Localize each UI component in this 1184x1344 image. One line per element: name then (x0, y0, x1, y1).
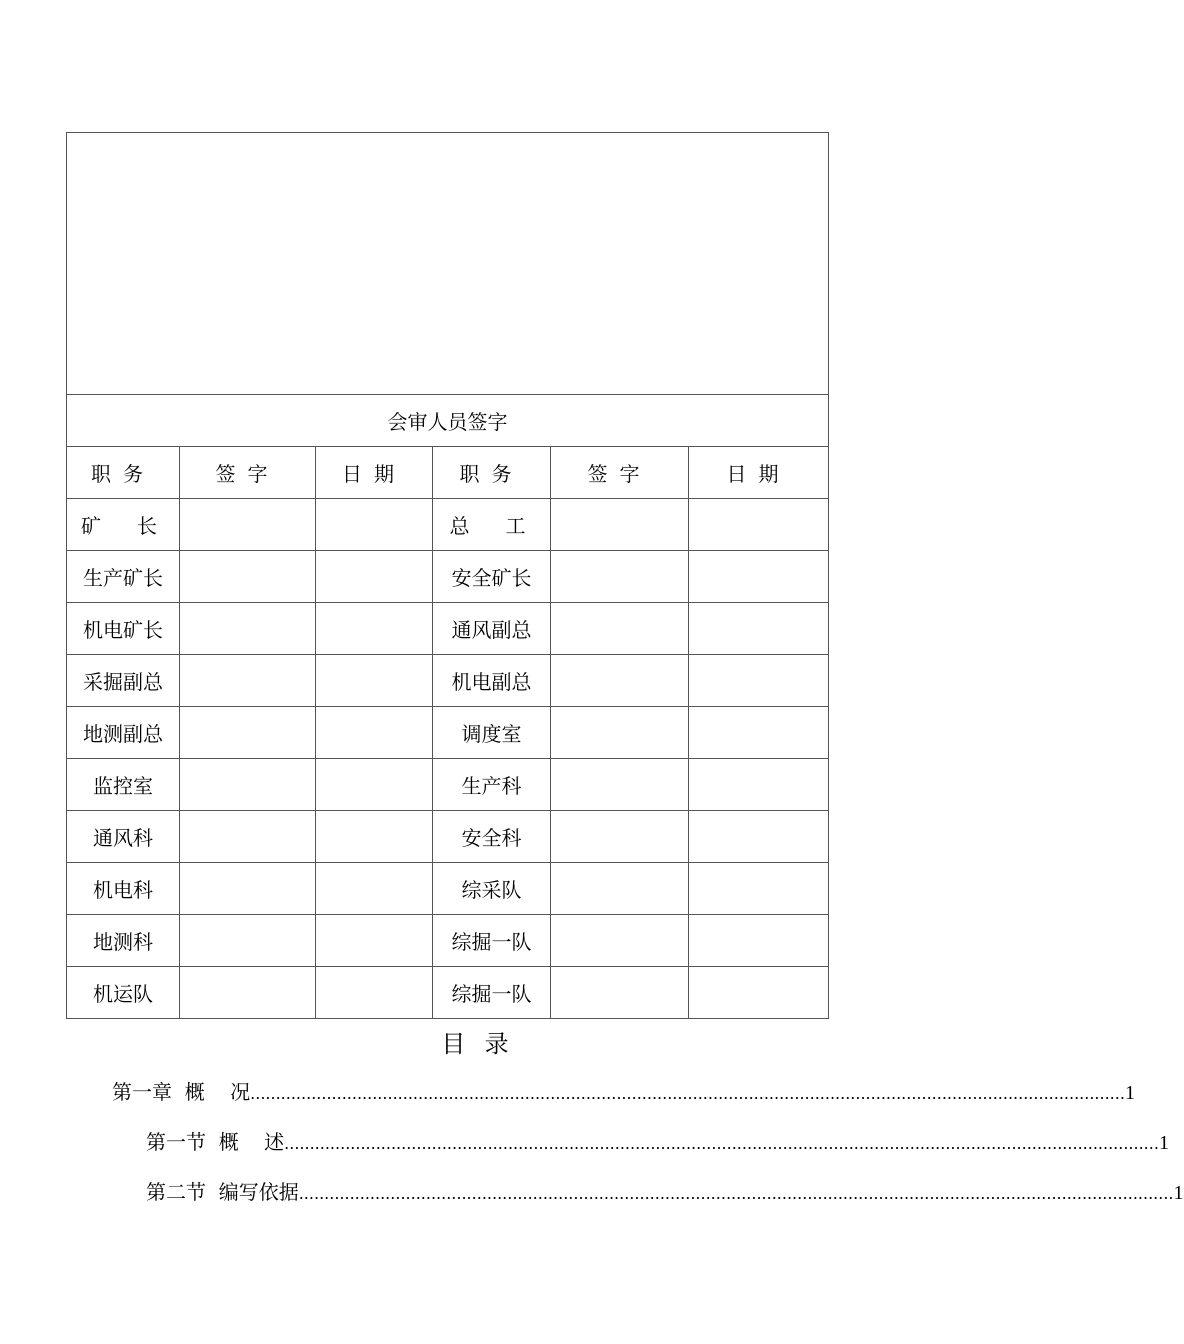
signature-cell (180, 551, 316, 603)
signature-cell (180, 811, 316, 863)
signature-cell (551, 707, 689, 759)
date-cell (316, 759, 433, 811)
date-cell (316, 499, 433, 551)
table-row (67, 655, 829, 707)
table-title: 会审人员签字 (67, 395, 829, 447)
signature-cell (551, 863, 689, 915)
position-cell: 机电副总 (433, 655, 551, 707)
position-cell: 监控室 (67, 759, 180, 811)
approval-signature-table (66, 132, 829, 1019)
position-cell: 机电科 (67, 863, 180, 915)
toc-entry-label: 第一节 概 述 (146, 1130, 285, 1154)
signature-cell (551, 967, 689, 1019)
date-cell (689, 967, 829, 1019)
header-signature: 签字 (551, 447, 689, 499)
toc-page-number: 1 (1158, 1132, 1169, 1154)
toc-entry[interactable] (146, 1176, 1184, 1205)
signature-cell (551, 759, 689, 811)
position-cell: 综掘一队 (433, 967, 551, 1019)
position-cell: 地测科 (67, 915, 180, 967)
position-cell: 调度室 (433, 707, 551, 759)
header-position: 职务 (433, 447, 551, 499)
toc-entry-label: 第二节 编写依据 (146, 1180, 299, 1204)
table-row (67, 551, 829, 603)
date-cell (689, 863, 829, 915)
table-row (67, 863, 829, 915)
header-position: 职务 (67, 447, 180, 499)
date-cell (316, 811, 433, 863)
toc-entry-label: 第一章 概 况 (112, 1080, 251, 1104)
position-cell: 安全矿长 (433, 551, 551, 603)
toc-page-number: 1 (1173, 1182, 1184, 1204)
date-cell (689, 811, 829, 863)
date-cell (689, 707, 829, 759)
table-row (67, 499, 829, 551)
position-cell: 总 工 (433, 499, 551, 551)
signature-cell (551, 551, 689, 603)
header-row (67, 447, 829, 499)
position-cell: 通风科 (67, 811, 180, 863)
toc-leader-dots: ............................................................................................................................................................................ (250, 1084, 1125, 1103)
position-cell: 安全科 (433, 811, 551, 863)
signature-cell (180, 967, 316, 1019)
position-cell: 通风副总 (433, 603, 551, 655)
date-cell (316, 863, 433, 915)
table-row (67, 967, 829, 1019)
signature-cell (551, 603, 689, 655)
signature-cell (180, 499, 316, 551)
table-row (67, 759, 829, 811)
position-cell: 综掘一队 (433, 915, 551, 967)
signature-cell (551, 811, 689, 863)
date-cell (689, 603, 829, 655)
signature-cell (180, 863, 316, 915)
toc-title: 目录 (441, 1030, 528, 1058)
position-cell: 综采队 (433, 863, 551, 915)
toc-leader-dots: ............................................................................................................................................................................ (298, 1184, 1174, 1203)
toc-leader-dots: ............................................................................................................................................................................ (284, 1134, 1159, 1153)
signature-cell (551, 915, 689, 967)
toc-entry[interactable] (146, 1126, 1169, 1155)
date-cell (316, 707, 433, 759)
position-cell: 生产科 (433, 759, 551, 811)
header-date: 日期 (689, 447, 829, 499)
signature-cell (180, 603, 316, 655)
toc-page-number: 1 (1124, 1082, 1135, 1104)
date-cell (316, 551, 433, 603)
table-row (67, 811, 829, 863)
date-cell (316, 655, 433, 707)
table-row (67, 915, 829, 967)
header-date: 日期 (316, 447, 433, 499)
position-cell: 采掘副总 (67, 655, 180, 707)
date-cell (689, 499, 829, 551)
table-row (67, 707, 829, 759)
header-signature: 签字 (180, 447, 316, 499)
table-row (67, 603, 829, 655)
signature-cell (180, 759, 316, 811)
date-cell (689, 551, 829, 603)
toc-entry[interactable] (112, 1076, 1135, 1105)
position-cell: 生产矿长 (67, 551, 180, 603)
signature-cell (551, 655, 689, 707)
date-cell (316, 603, 433, 655)
position-cell: 机运队 (67, 967, 180, 1019)
position-cell: 机电矿长 (67, 603, 180, 655)
signature-cell (180, 707, 316, 759)
date-cell (689, 759, 829, 811)
blank-area (67, 133, 829, 395)
position-cell: 矿 长 (67, 499, 180, 551)
position-cell: 地测副总 (67, 707, 180, 759)
signature-cell (551, 499, 689, 551)
date-cell (316, 967, 433, 1019)
date-cell (689, 915, 829, 967)
date-cell (316, 915, 433, 967)
signature-cell (180, 655, 316, 707)
date-cell (689, 655, 829, 707)
signature-cell (180, 915, 316, 967)
